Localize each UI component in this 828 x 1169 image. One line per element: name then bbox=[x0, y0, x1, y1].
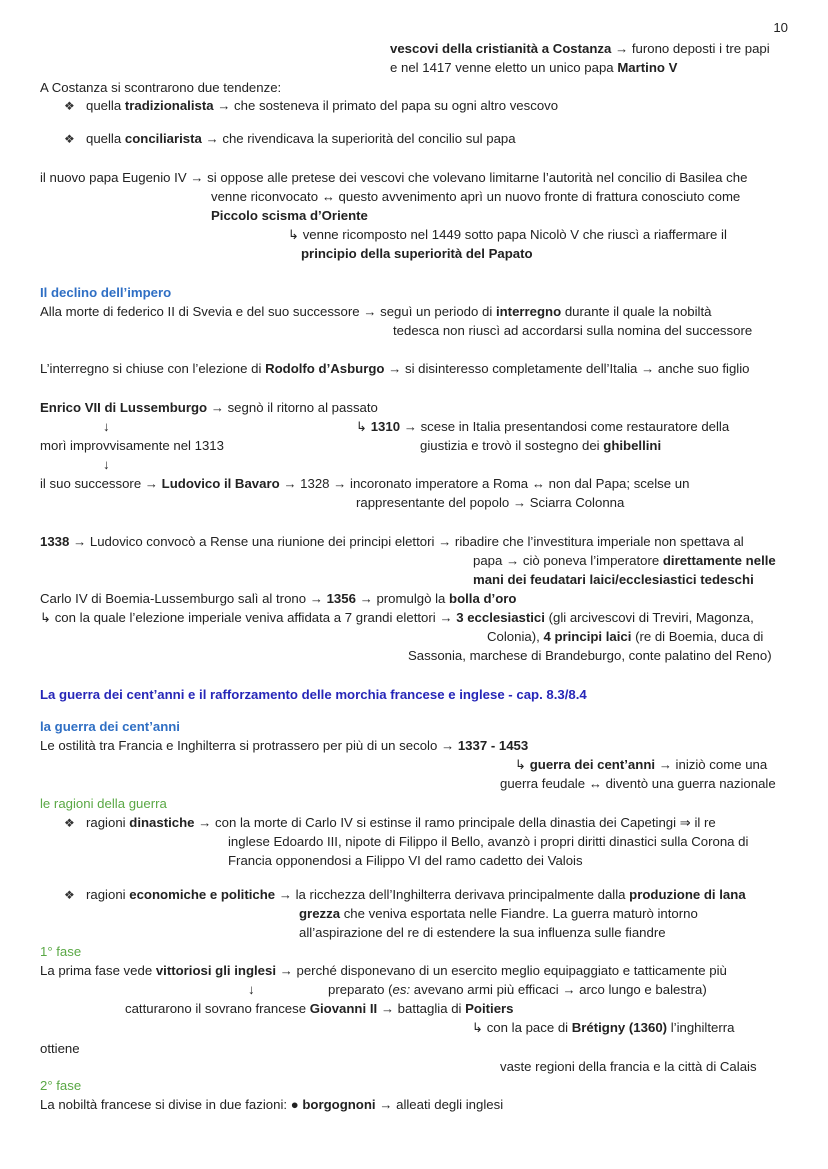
text-run: venne riconvocato ↔ questo avvenimento aprì un nuovo fronte di frattura conosciuto come bbox=[211, 189, 741, 204]
text-run: → si disinteresso completamente dell’Italia → anche suo figlio bbox=[384, 361, 750, 376]
text-run: Giovanni II bbox=[309, 1001, 378, 1016]
text-line bbox=[40, 359, 750, 378]
text-run: mani dei feudatari laici/ecclesiastici tedeschi bbox=[473, 572, 754, 587]
text-run: ghibellini bbox=[603, 438, 662, 453]
text-run: quella bbox=[86, 98, 125, 113]
text-run: che veniva esportata nelle Fiandre. La guerra maturò intorno bbox=[340, 906, 698, 921]
text-run: tedesca non riuscì ad accordarsi sulla nomina del successore bbox=[393, 323, 753, 338]
text-run: la guerra dei cent’anni bbox=[40, 719, 180, 734]
text-run: La nobiltà francese si divise in due fazioni: ● bbox=[40, 1097, 303, 1112]
list-item bbox=[64, 96, 558, 116]
text-line bbox=[125, 999, 514, 1018]
text-line bbox=[408, 646, 772, 665]
text-run: ↳ bbox=[515, 757, 530, 772]
text-run: tradizionalista bbox=[124, 98, 214, 113]
list-item-text bbox=[86, 131, 516, 146]
chapter-heading bbox=[40, 685, 587, 704]
text-run: A Costanza si scontrarono due tendenze: bbox=[40, 80, 282, 95]
text-run: all’aspirazione del re di estendere la sua influenza sulle fiandre bbox=[299, 925, 666, 940]
down-arrow-icon bbox=[103, 455, 110, 474]
text-run: ↳ venne ricomposto nel 1449 sotto papa Nicolò V che riuscì a riaffermare il bbox=[288, 227, 727, 242]
text-run: vaste regioni della francia e la città di Calais bbox=[500, 1059, 757, 1074]
down-arrow-icon bbox=[103, 417, 110, 436]
text-run: → iniziò come una bbox=[655, 757, 768, 772]
text-line bbox=[356, 493, 624, 512]
text-run: bolla d’oro bbox=[449, 591, 517, 606]
text-run: dinastiche bbox=[129, 815, 195, 830]
text-line bbox=[40, 961, 727, 980]
text-run: papa → ciò poneva l’imperatore bbox=[473, 553, 663, 568]
text-run: guerra dei cent’anni bbox=[529, 757, 656, 772]
text-run: → promulgò la bbox=[355, 591, 450, 606]
text-line bbox=[40, 532, 744, 551]
text-run: → furono deposti i tre papi bbox=[611, 41, 770, 56]
text-run: ↓ bbox=[103, 419, 110, 434]
text-run: → 1328 → incoronato imperatore a Roma ↔ non dal Papa; scelse un bbox=[279, 476, 690, 491]
text-run: ottiene bbox=[40, 1041, 80, 1056]
text-run: Brétigny (1360) bbox=[571, 1020, 668, 1035]
text-run: 3 ecclesiastici bbox=[456, 610, 545, 625]
text-run: Sassonia, marchese di Brandeburgo, conte palatino del Reno) bbox=[408, 648, 772, 663]
text-run: 1338 bbox=[40, 534, 70, 549]
list-item bbox=[64, 813, 716, 833]
text-line bbox=[40, 736, 528, 755]
text-line bbox=[211, 187, 740, 206]
text-line bbox=[420, 436, 661, 455]
text-line bbox=[228, 851, 583, 870]
text-run: 4 principi laici bbox=[543, 629, 632, 644]
text-line bbox=[228, 832, 748, 851]
text-line bbox=[301, 244, 533, 263]
section-heading bbox=[40, 717, 180, 736]
text-run: avevano armi più efficaci → arco lungo e balestra) bbox=[410, 982, 707, 997]
text-line bbox=[472, 1018, 734, 1037]
text-run: Poitiers bbox=[465, 1001, 514, 1016]
text-run: → che rivendicava la superiorità del concilio sul papa bbox=[201, 131, 516, 146]
text-line bbox=[487, 627, 763, 646]
text-run: Il declino dell’impero bbox=[40, 285, 172, 300]
text-run: direttamente nelle bbox=[662, 553, 776, 568]
text-run: (gli arcivescovi di Treviri, Magonza, bbox=[544, 610, 754, 625]
text-run: preparato ( bbox=[328, 982, 393, 997]
text-run: La prima fase vede bbox=[40, 963, 156, 978]
text-line bbox=[390, 39, 770, 58]
list-item-text bbox=[86, 98, 558, 113]
text-line bbox=[40, 398, 378, 417]
text-run: ↓ bbox=[248, 982, 255, 997]
text-run: Carlo IV di Boemia-Lussemburgo salì al trono → bbox=[40, 591, 327, 606]
text-run: Enrico VII di Lussemburgo bbox=[40, 400, 208, 415]
text-line bbox=[40, 436, 224, 455]
text-run: Rodolfo d’Asburgo bbox=[265, 361, 385, 376]
list-item-text bbox=[86, 815, 716, 830]
text-line bbox=[299, 904, 698, 923]
text-run: durante il quale la nobiltà bbox=[561, 304, 712, 319]
text-run: borgognoni bbox=[302, 1097, 376, 1112]
text-run: → alleati degli inglesi bbox=[375, 1097, 504, 1112]
text-run: rappresentante del popolo → Sciarra Colonna bbox=[356, 495, 625, 510]
subsection-heading bbox=[40, 794, 167, 813]
text-line bbox=[500, 1057, 757, 1076]
text-run: le ragioni della guerra bbox=[40, 796, 167, 811]
text-run: guerra feudale ↔ diventò una guerra nazionale bbox=[500, 776, 776, 791]
list-item bbox=[64, 885, 746, 905]
text-run: ↳ con la pace di bbox=[472, 1020, 572, 1035]
subsection-heading bbox=[40, 1076, 81, 1095]
text-run: Ludovico il Bavaro bbox=[161, 476, 280, 491]
text-run: → perché disponevano di un esercito meglio equipaggiato e tatticamente più bbox=[276, 963, 727, 978]
text-run: Le ostilità tra Francia e Inghilterra si protrassero per più di un secolo → bbox=[40, 738, 458, 753]
text-run: L’interregno si chiuse con l’elezione di bbox=[40, 361, 266, 376]
section-heading bbox=[40, 283, 171, 302]
text-run: 1310 bbox=[370, 419, 401, 434]
text-run: → battaglia di bbox=[377, 1001, 466, 1016]
diamond-bullet-icon: ❖ bbox=[64, 888, 75, 902]
text-run: 1° fase bbox=[40, 944, 82, 959]
text-run: catturarono il sovrano francese bbox=[125, 1001, 310, 1016]
text-run: ragioni bbox=[86, 815, 130, 830]
text-line bbox=[390, 58, 677, 77]
down-arrow-icon bbox=[248, 980, 255, 999]
text-run: interregno bbox=[495, 304, 562, 319]
text-run: economiche e politiche bbox=[129, 887, 276, 902]
text-line bbox=[288, 225, 727, 244]
text-run: il nuovo papa Eugenio IV → si oppose alle pretese dei vescovi che volevano limitarne l’autorità nel concilio di Basilea che bbox=[40, 170, 748, 185]
subsection-heading bbox=[40, 942, 81, 961]
text-line bbox=[40, 78, 281, 97]
text-run: principio della superiorità del Papato bbox=[301, 246, 533, 261]
text-run: morì improvvisamente nel 1313 bbox=[40, 438, 224, 453]
text-run: giustizia e trovò il sostegno dei bbox=[420, 438, 604, 453]
text-run: produzione di lana bbox=[629, 887, 746, 902]
text-run: l’inghilterra bbox=[667, 1020, 735, 1035]
text-run: es: bbox=[392, 982, 411, 997]
text-run: La guerra dei cent’anni e il rafforzamento delle morchia francese e inglese - cap. 8.3/8.4 bbox=[40, 687, 587, 702]
text-line bbox=[40, 474, 689, 493]
text-run: → la ricchezza dell’Inghilterra derivava principalmente dalla bbox=[275, 887, 630, 902]
text-run: e nel 1417 venne eletto un unico papa bbox=[390, 60, 618, 75]
text-run: il suo successore → bbox=[40, 476, 162, 491]
text-run: Martino V bbox=[617, 60, 678, 75]
page-number: 10 bbox=[773, 20, 788, 35]
diamond-bullet-icon: ❖ bbox=[64, 132, 75, 146]
text-run: ↳ bbox=[356, 419, 371, 434]
text-run: ↓ bbox=[103, 457, 110, 472]
text-run: grezza bbox=[299, 906, 341, 921]
text-run: 1337 - 1453 bbox=[457, 738, 529, 753]
list-item-text bbox=[86, 887, 746, 902]
text-line bbox=[299, 923, 666, 942]
text-line bbox=[473, 551, 776, 570]
text-run: Francia opponendosi a Filippo VI del ramo cadetto dei Valois bbox=[228, 853, 583, 868]
text-line bbox=[40, 1095, 503, 1114]
text-run: 2° fase bbox=[40, 1078, 82, 1093]
text-run: → che sosteneva il primato del papa su ogni altro vescovo bbox=[213, 98, 559, 113]
text-run: Colonia), bbox=[487, 629, 544, 644]
text-run: → Ludovico convocò a Rense una riunione dei principi elettori → ribadire che l’investitura imperiale non spettava al bbox=[69, 534, 744, 549]
text-run: → segnò il ritorno al passato bbox=[207, 400, 378, 415]
text-line bbox=[211, 206, 368, 225]
text-run: → scese in Italia presentandosi come restauratore della bbox=[400, 419, 730, 434]
text-run: ↳ con la quale l’elezione imperiale veniva affidata a 7 grandi elettori → bbox=[40, 610, 457, 625]
text-run: vescovi della cristianità a Costanza bbox=[390, 41, 612, 56]
text-run: (re di Boemia, duca di bbox=[631, 629, 764, 644]
text-run: ragioni bbox=[86, 887, 130, 902]
text-line bbox=[356, 417, 729, 436]
text-line bbox=[393, 321, 752, 340]
text-run: inglese Edoardo III, nipote di Filippo il Bello, avanzò i propri diritti dinastici sulla Corona di bbox=[228, 834, 749, 849]
text-line bbox=[515, 755, 767, 774]
text-run: Piccolo scisma d’Oriente bbox=[211, 208, 368, 223]
text-line bbox=[40, 1039, 80, 1058]
text-line bbox=[40, 168, 747, 187]
text-run: 1356 bbox=[326, 591, 356, 606]
diamond-bullet-icon: ❖ bbox=[64, 816, 75, 830]
text-run: → con la morte di Carlo IV si estinse il ramo principale della dinastia dei Capetingi ⇒ il re bbox=[194, 815, 716, 830]
text-line bbox=[500, 774, 776, 793]
text-run: Alla morte di federico II di Svevia e del suo successore → seguì un periodo di bbox=[40, 304, 496, 319]
text-run: quella bbox=[86, 131, 125, 146]
text-run: conciliarista bbox=[124, 131, 202, 146]
text-line bbox=[328, 980, 707, 999]
text-line bbox=[40, 302, 711, 321]
text-line bbox=[40, 589, 516, 608]
text-line bbox=[473, 570, 754, 589]
diamond-bullet-icon: ❖ bbox=[64, 99, 75, 113]
text-line bbox=[40, 608, 754, 627]
list-item bbox=[64, 129, 516, 149]
text-run: vittoriosi gli inglesi bbox=[155, 963, 276, 978]
